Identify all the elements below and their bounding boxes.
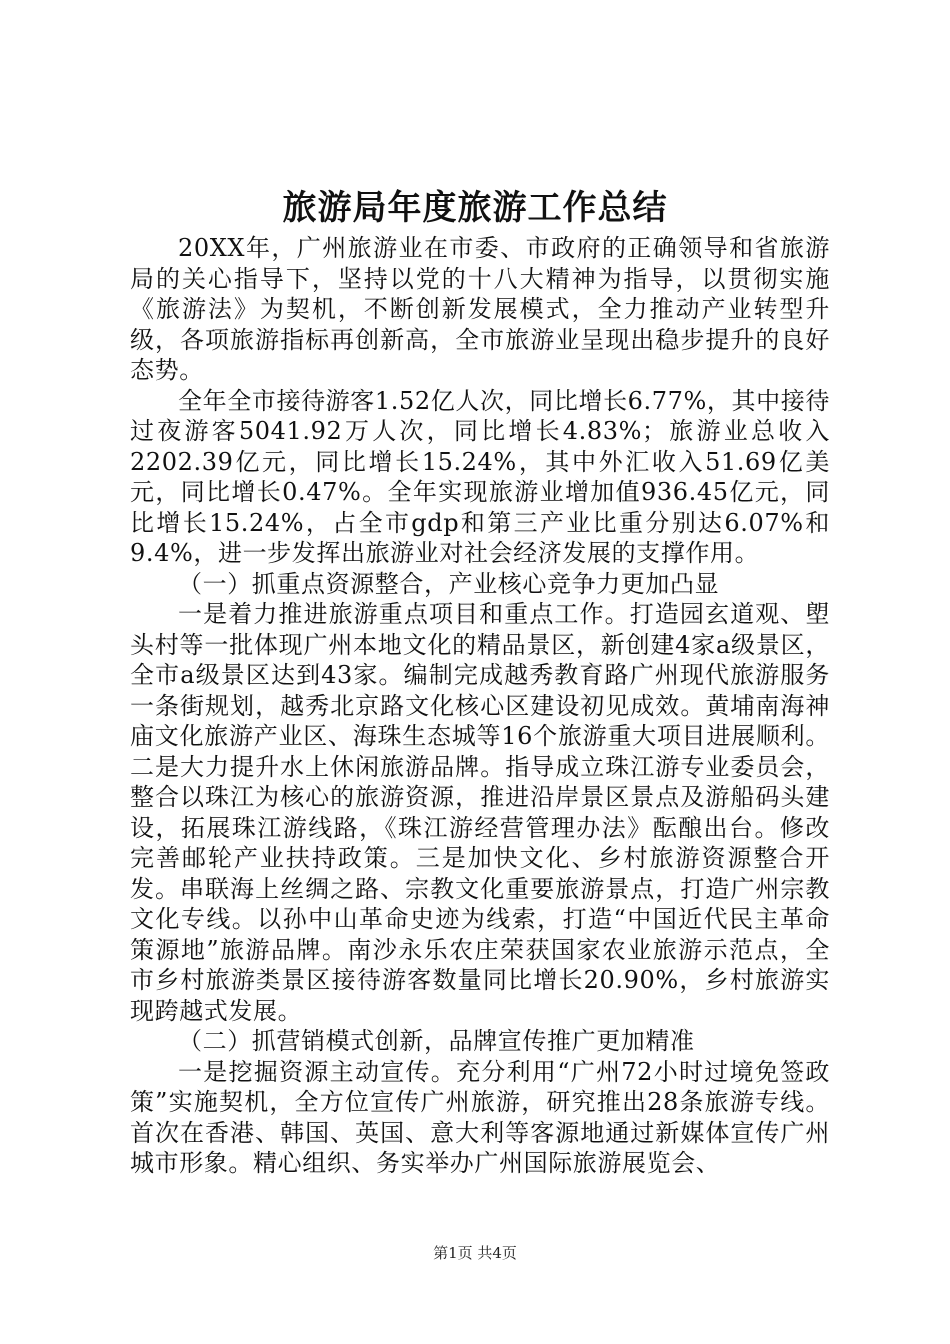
document-title: 旅游局年度旅游工作总结 [282,188,668,228]
paragraph-marketing: 一是挖掘资源主动宣传。充分利用“广州72小时过境免签政策”实施契机，全方位宣传广州旅游，研究推出28条旅游专线。首次在香港、韩国、英国、意大利等客源地通过新媒体宣传广州城市形象。精心组织、务实举办广州国际旅游展览会、 [130,1057,830,1177]
section-heading-1: （一）抓重点资源整合，产业核心竞争力更加凸显 [178,569,720,598]
page-number-footer: 第1页 共4页 [433,1244,517,1262]
section-heading-2: （二）抓营销模式创新，品牌宣传推广更加精准 [178,1027,695,1055]
paragraph-intro: 20XX年，广州旅游业在市委、市政府的正确领导和省旅游局的关心指导下，坚持以党的十八大精神为指导，以贯彻实施《旅游法》为契机，不断创新发展模式，全力推动产业转型升级，各项旅游指标再创新高，全市旅游业呈现出稳步提升的良好态势。 [130,234,830,384]
paragraph-resources: 一是着力推进旅游重点项目和重点工作。打造园玄道观、塱头村等一批体现广州本地文化的精品景区，新创建4家a级景区，全市a级景区达到43家。编制完成越秀教育路广州现代旅游服务一条街规划，越秀北京路文化核心区建设初见成效。黄埔南海神庙文化旅游产业区、海珠生态城等16个旅游重大项目进展顺利。二是大力提升水上休闲旅游品牌。指导成立珠江游专业委员会，整合以珠江为核心的旅游资源，推进沿岸景区景点及游船码头建设，拓展珠江游线路，《珠江游经营管理办法》酝酿出台。修改完善邮轮产业扶持政策。三是加快文化、乡村旅游资源整合开发。串联海上丝绸之路、宗教文化重要旅游景点，打造广州宗教文化专线。以孙中山革命史迹为线索，打造“中国近代民主革命策源地”旅游品牌。南沙永乐农庄荣获国家农业旅游示范点，全市乡村旅游类景区接待游客数量同比增长20.90%，乡村旅游实现跨越式发展。 [130,600,830,1025]
paragraph-statistics: 全年全市接待游客1.52亿人次，同比增长6.77%，其中接待过夜游客5041.92万人次，同比增长4.83%；旅游业总收入2202.39亿元，同比增长15.24%，其中外汇收入51.69亿美元，同比增长0.47%。全年实现旅游业增加值936.45亿元，同比增长15.24%，占全市gdp和第三产业比重分别达6.07%和9.4%，进一步发挥出旅游业对社会经济发展的支撑作用。 [130,386,830,567]
document-body [130,233,830,1179]
